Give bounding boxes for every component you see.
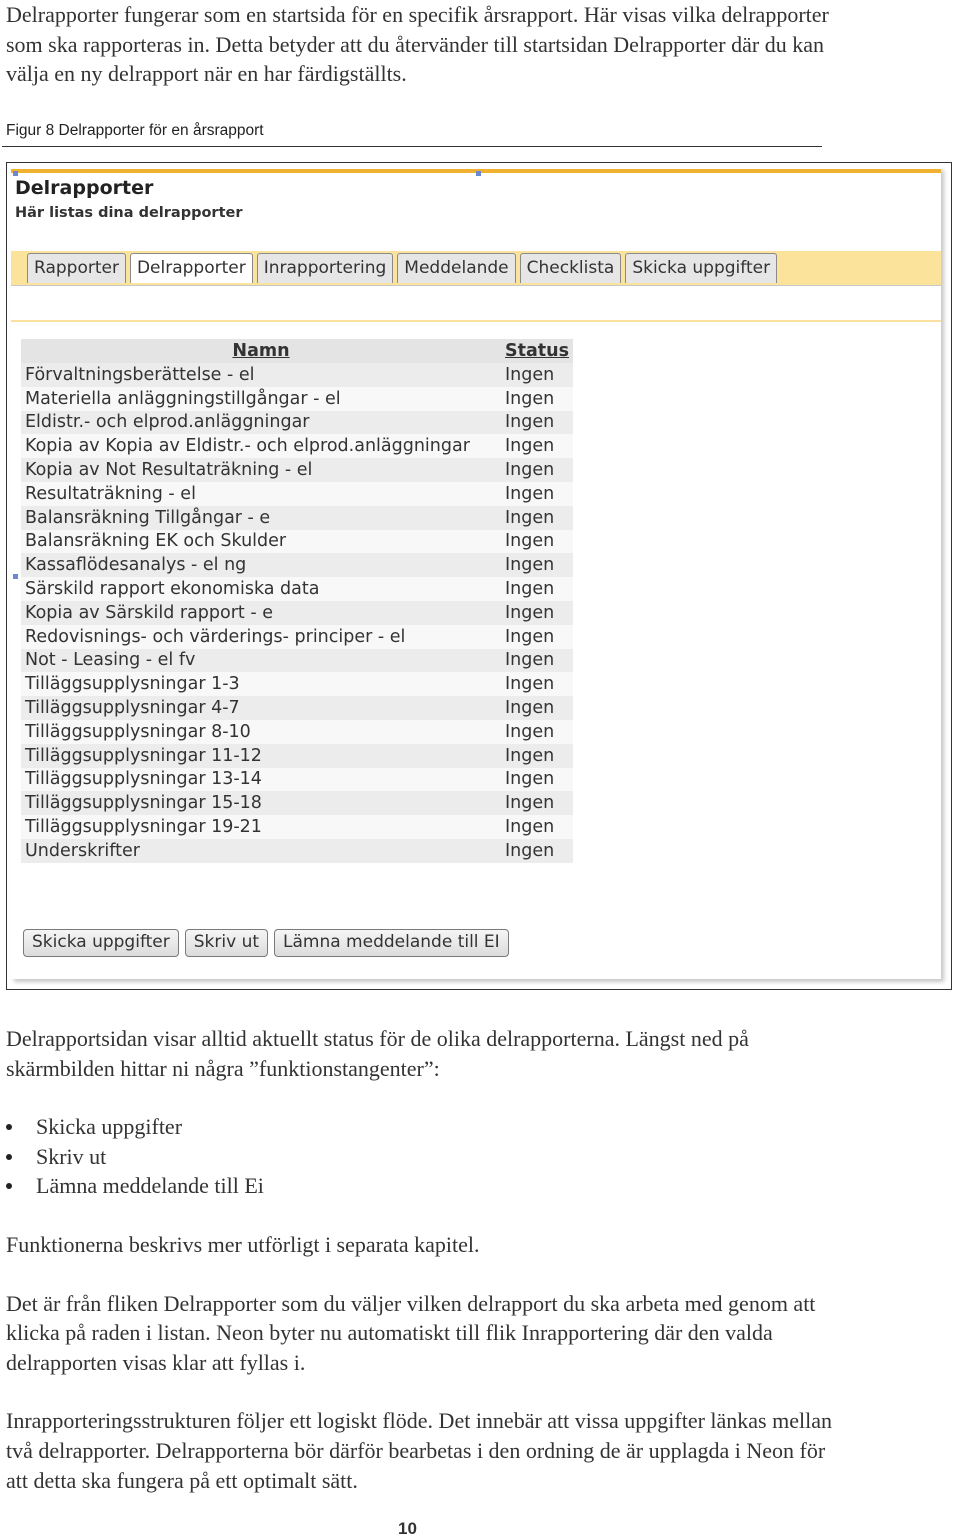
row-status: Ingen <box>501 363 573 387</box>
screenshot-figure <box>6 162 952 990</box>
row-name: Not - Leasing - el fv <box>21 649 501 673</box>
table-row[interactable] <box>21 768 573 792</box>
table-row[interactable] <box>21 672 573 696</box>
tab-rapporter[interactable]: Rapporter <box>27 253 126 283</box>
row-name: Balansräkning EK och Skulder <box>21 530 501 554</box>
row-status: Ingen <box>501 815 573 839</box>
row-status: Ingen <box>501 720 573 744</box>
resize-handle-icon <box>13 171 18 176</box>
row-name: Kopia av Särskild rapport - e <box>21 601 501 625</box>
body-paragraph: Delrapportsidan visar alltid aktuellt status för de olika delrapporterna. Längst ned på skärmbilden hittar ni några ”funktionstangenter”: <box>6 1026 749 1081</box>
row-name: Tilläggsupplysningar 19-21 <box>21 815 501 839</box>
list-item: Skicka uppgifter <box>6 1112 846 1142</box>
table-row[interactable] <box>21 791 573 815</box>
row-name: Tilläggsupplysningar 8-10 <box>21 720 501 744</box>
tab-skicka-uppgifter[interactable]: Skicka uppgifter <box>625 253 777 283</box>
table-row[interactable] <box>21 815 573 839</box>
table-body <box>21 363 573 863</box>
tab-inrapportering[interactable]: Inrapportering <box>257 253 394 283</box>
row-name: Tilläggsupplysningar 4-7 <box>21 696 501 720</box>
print-button[interactable]: Skriv ut <box>185 929 268 957</box>
table-row[interactable] <box>21 696 573 720</box>
row-status: Ingen <box>501 791 573 815</box>
table-row[interactable] <box>21 577 573 601</box>
row-status: Ingen <box>501 506 573 530</box>
action-buttons <box>23 929 509 957</box>
list-item: Skriv ut <box>6 1142 846 1172</box>
list-item: Lämna meddelande till Ei <box>6 1171 846 1201</box>
caption-rule <box>2 146 822 147</box>
table-row[interactable] <box>21 506 573 530</box>
tab-delrapporter[interactable]: Delrapporter <box>130 253 253 283</box>
row-status: Ingen <box>501 672 573 696</box>
table-row[interactable] <box>21 649 573 673</box>
table-row[interactable] <box>21 387 573 411</box>
row-name: Förvaltningsberättelse - el <box>21 363 501 387</box>
row-name: Balansräkning Tillgångar - e <box>21 506 501 530</box>
body-paragraph: Inrapporteringsstrukturen följer ett logiskt flöde. Det innebär att vissa uppgifter länkas mellan två delrapporter. Delrapporterna bör därför bearbetas i den ordning de är upplagda i Neon för att detta ska fungera på ett optimalt sätt. <box>6 1408 832 1493</box>
tab-checklista[interactable]: Checklista <box>520 253 622 283</box>
leave-message-button[interactable]: Lämna meddelande till EI <box>274 929 509 957</box>
row-status: Ingen <box>501 577 573 601</box>
table-row[interactable] <box>21 458 573 482</box>
row-status: Ingen <box>501 744 573 768</box>
body-paragraph: Det är från fliken Delrapporter som du väljer vilken delrapport du ska arbeta med genom att klicka på raden i listan. Neon byter nu automatiskt till flik Inrapportering där den valda delrapporten visas klar att fyllas i. <box>6 1290 816 1375</box>
figure-caption: Figur 8 Delrapporter för en årsrapport <box>6 122 264 139</box>
resize-handle-icon <box>13 574 18 579</box>
table-row[interactable] <box>21 720 573 744</box>
delrapporter-table <box>21 339 573 863</box>
row-status: Ingen <box>501 768 573 792</box>
row-name: Tilläggsupplysningar 1-3 <box>21 672 501 696</box>
column-header-status[interactable]: Status <box>501 339 573 363</box>
column-header-name[interactable]: Namn <box>21 339 501 363</box>
row-name: Kopia av Kopia av Eldistr.- och elprod.anläggningar <box>21 434 501 458</box>
row-status: Ingen <box>501 553 573 577</box>
row-status: Ingen <box>501 482 573 506</box>
row-status: Ingen <box>501 625 573 649</box>
row-status: Ingen <box>501 601 573 625</box>
app-window <box>11 167 941 979</box>
row-status: Ingen <box>501 839 573 863</box>
table-row[interactable] <box>21 482 573 506</box>
row-name: Kassaflödesanalys - el ng <box>21 553 501 577</box>
intro-paragraph: Delrapporter fungerar som en startsida för en specifik årsrapport. Här visas vilka delrapporter som ska rapporteras in. Detta betyder att du återvänder till startsidan Delrapporter där du kan välja en ny delrapport när en har färdigställts. <box>6 2 829 86</box>
section-divider <box>11 320 941 322</box>
row-status: Ingen <box>501 530 573 554</box>
table-row[interactable] <box>21 363 573 387</box>
body-paragraph: Funktionerna beskrivs mer utförligt i separata kapitel. <box>6 1231 480 1257</box>
row-status: Ingen <box>501 411 573 435</box>
row-name: Underskrifter <box>21 839 501 863</box>
row-name: Tilläggsupplysningar 13-14 <box>21 768 501 792</box>
row-status: Ingen <box>501 387 573 411</box>
row-status: Ingen <box>501 458 573 482</box>
page-subtitle: Här listas dina delrapporter <box>15 205 243 221</box>
send-button[interactable]: Skicka uppgifter <box>23 929 179 957</box>
table-row[interactable] <box>21 530 573 554</box>
row-name: Särskild rapport ekonomiska data <box>21 577 501 601</box>
table-row[interactable] <box>21 411 573 435</box>
tab-bar <box>27 253 777 283</box>
row-name: Resultaträkning - el <box>21 482 501 506</box>
resize-handle-icon <box>476 171 481 176</box>
table-row[interactable] <box>21 839 573 863</box>
row-name: Redovisnings- och värderings- principer - el <box>21 625 501 649</box>
row-name: Materiella anläggningstillgångar - el <box>21 387 501 411</box>
body-text <box>6 1024 846 1495</box>
table-row[interactable] <box>21 744 573 768</box>
tab-meddelande[interactable]: Meddelande <box>397 253 515 283</box>
table-row[interactable] <box>21 553 573 577</box>
function-key-list <box>6 1112 846 1201</box>
table-row[interactable] <box>21 434 573 458</box>
row-name: Eldistr.- och elprod.anläggningar <box>21 411 501 435</box>
row-status: Ingen <box>501 696 573 720</box>
row-status: Ingen <box>501 649 573 673</box>
row-status: Ingen <box>501 434 573 458</box>
page-title: Delrapporter <box>15 177 154 199</box>
row-name: Tilläggsupplysningar 11-12 <box>21 744 501 768</box>
page-number: 10 <box>398 1519 417 1538</box>
row-name: Tilläggsupplysningar 15-18 <box>21 791 501 815</box>
row-name: Kopia av Not Resultaträkning - el <box>21 458 501 482</box>
table-row[interactable] <box>21 601 573 625</box>
table-row[interactable] <box>21 625 573 649</box>
